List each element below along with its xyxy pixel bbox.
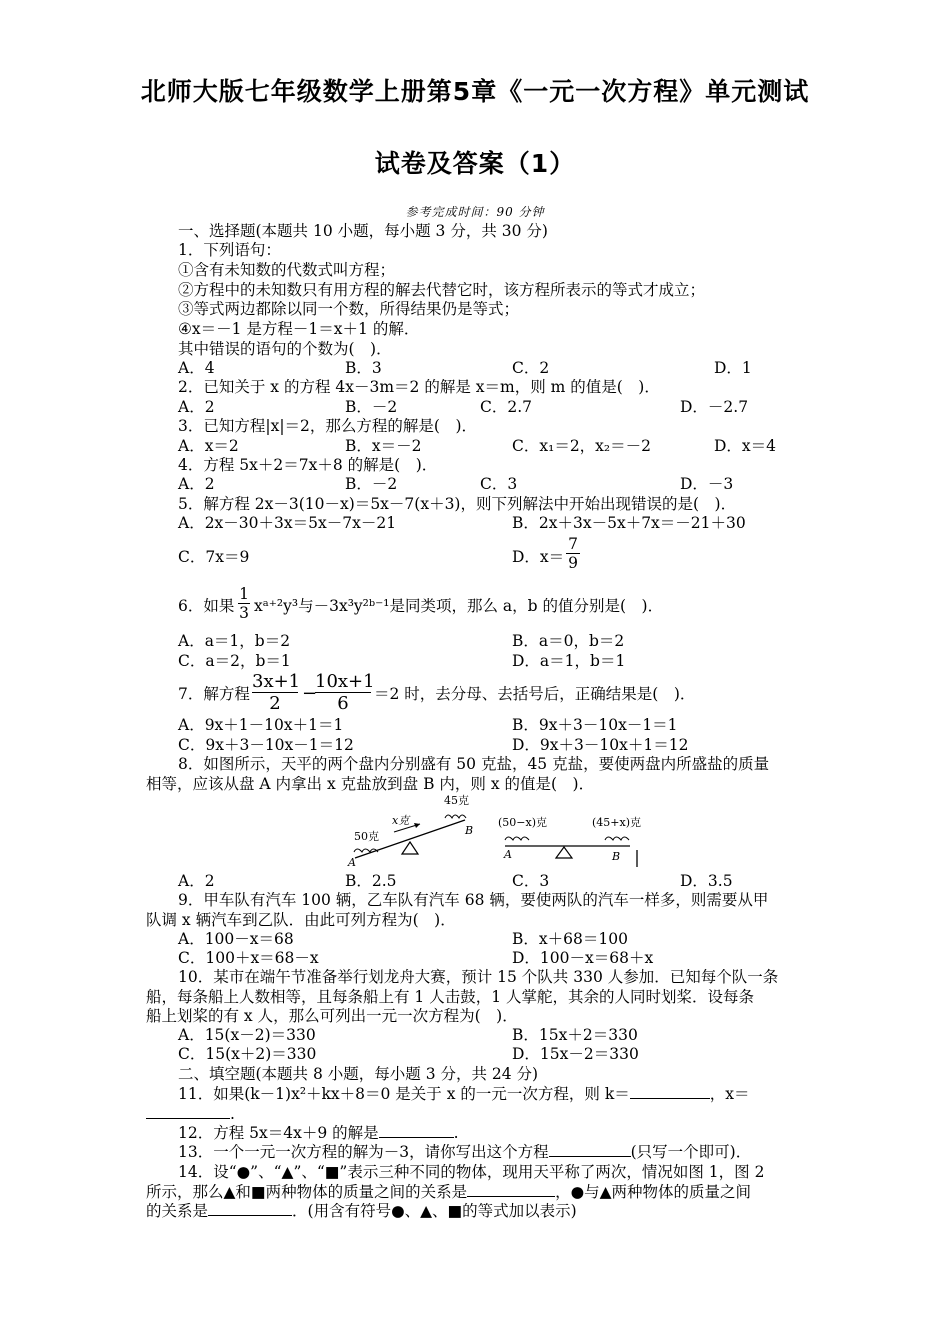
q11-line2-end: . (230, 1105, 235, 1123)
document-title-line2: 试卷及答案（1） (374, 149, 576, 178)
q4-option-b: B．－2 (345, 475, 398, 493)
q9-line2: 队调 x 辆汽车到乙队．由此可列方程为( )． (146, 911, 456, 929)
fig-label-50g: 50克 (354, 830, 379, 843)
q7-f1-numerator: 3x+1 (252, 671, 301, 692)
q4-stem: 4．方程 5x＋2＝7x＋8 的解是( )． (178, 456, 438, 474)
q10-option-a: A．15(x－2)＝330 (178, 1026, 316, 1044)
q8-option-d: D．3.5 (680, 872, 733, 890)
q13-line (178, 1143, 751, 1162)
pan-a2-salt-icon (505, 837, 529, 840)
q1-option-c: C．2 (512, 359, 550, 377)
q9-option-d: D．100－x＝68＋x (512, 949, 654, 967)
q5-d-numerator: 7 (568, 535, 578, 553)
pan-b2-salt-icon (605, 837, 629, 840)
right-fulcrum-icon (556, 847, 572, 858)
q11-text-a: 11．如果(k－1)x²＋kx＋8＝0 是关于 x 的一元一次方程，则 k＝ (178, 1085, 630, 1103)
fig-label-a: A (348, 856, 356, 869)
fig-label-xg: x克 (392, 814, 410, 827)
pan-b-salt-icon (445, 815, 466, 818)
q14-blank-2[interactable] (208, 1215, 292, 1216)
section2-heading: 二、填空题(本题共 8 小题，每小题 3 分，共 24 分) (178, 1065, 539, 1083)
q7-option-a: A．9x＋1－10x＋1＝1 (178, 716, 344, 734)
q14-text-c: 的关系是 (146, 1202, 209, 1220)
q7-prefix: 7．解方程 (178, 685, 250, 703)
q12-text: 12．方程 5x＝4x＋9 的解是 (178, 1124, 379, 1142)
q7-f1-denominator: 2 (252, 692, 298, 714)
q12-end: . (453, 1124, 459, 1142)
q5-option-a: A．2x－30＋3x＝5x－7x－21 (178, 514, 397, 532)
q14-text-b: ，●与▲两种物体的质量之间 (555, 1183, 752, 1201)
q14-line3 (146, 1202, 577, 1221)
q7-minus: − (302, 683, 318, 704)
fig-label-50-minus-x: (50−x)克 (498, 816, 548, 829)
q11-line1 (178, 1085, 749, 1104)
q5-option-b: B．2x＋3x－5x＋7x＝－21＋30 (512, 514, 746, 532)
q14-line1: 14．设“●”、“▲”、“■”表示三种不同的物体，现用天平称了两次，情况如图 1，图 2 (178, 1163, 765, 1181)
q11-blank-k[interactable] (630, 1098, 710, 1099)
fig-label-45-plus-x: (45+x)克 (592, 816, 642, 829)
q14-line2 (146, 1183, 751, 1202)
q6-option-d: D．a＝1，b＝1 (512, 652, 626, 670)
q1-statement-3: ③等式两边都除以同一个数，所得结果仍是等式； (178, 300, 520, 318)
q1-statement-2: ②方程中的未知数只有用方程的解去代替它时，该方程所表示的等式才成立； (178, 281, 706, 299)
left-fulcrum-icon (402, 842, 418, 854)
q14-blank-1[interactable] (467, 1196, 555, 1197)
q13-text: 13．一个一元一次方程的解为－3，请你写出这个方程 (178, 1143, 549, 1161)
q6-numerator: 1 (239, 585, 249, 603)
fig-label-b2: B (612, 850, 621, 863)
q10-option-c: C．15(x＋2)＝330 (178, 1045, 317, 1063)
fig-label-45g: 45克 (444, 794, 469, 807)
q10-option-d: D．15x－2＝330 (512, 1045, 639, 1063)
q2-option-c: C．2.7 (480, 398, 533, 416)
q11-blank-x[interactable] (146, 1118, 230, 1119)
q13-blank[interactable] (549, 1156, 631, 1157)
q2-option-d: D．－2.7 (680, 398, 749, 416)
q11-line2 (146, 1105, 235, 1124)
q2-option-a: A．2 (178, 398, 215, 416)
document-title-line1: 北师大版七年级数学上册第5章《一元一次方程》单元测试 (140, 77, 810, 106)
q8-balance-figure (340, 790, 650, 870)
q6-option-c: C．a＝2，b＝1 (178, 652, 291, 670)
q1-statement-4: ④x＝－1 是方程－1＝x＋1 的解． (178, 320, 420, 338)
q8-line2: 相等，应该从盘 A 内拿出 x 克盐放到盘 B 内，则 x 的值是( )． (146, 775, 595, 793)
q5-d-denominator: 9 (566, 553, 580, 572)
q9-option-c: C．100＋x＝68－x (178, 949, 319, 967)
q5-option-d: D．x＝ (512, 548, 565, 566)
q1-option-a: A．4 (178, 359, 215, 377)
q7-f2-denominator: 6 (315, 692, 371, 714)
q7-fraction-1 (252, 671, 301, 714)
q3-stem: 3．已知方程|x|＝2，那么方程的解是( )． (178, 417, 478, 435)
fig-label-b: B (465, 824, 474, 837)
q1-stem: 1．下列语句： (178, 241, 281, 259)
q6-option-b: B．a＝0，b＝2 (512, 632, 625, 650)
q7-option-b: B．9x＋3－10x－1＝1 (512, 716, 678, 734)
q9-line1: 9．甲车队有汽车 100 辆，乙车队有汽车 68 辆，要使两队的汽车一样多，则需要从甲 (178, 891, 769, 909)
q2-stem: 2．已知关于 x 的方程 4x－3m＝2 的解是 x＝m，则 m 的值是( )． (178, 378, 660, 396)
q7-option-d: D．9x＋3－10x＋1＝12 (512, 736, 689, 754)
q3-option-c: C．x₁＝2，x₂＝－2 (512, 437, 651, 455)
q12-blank[interactable] (379, 1137, 454, 1138)
q6-fraction (238, 585, 250, 622)
q7-stem: ＝2 时，去分母、去括号后，正确结果是( )． (374, 685, 696, 703)
q8-line1: 8．如图所示，天平的两个盘内分别盛有 50 克盐，45 克盐，要使两盘内所盛盐的质量 (178, 755, 770, 773)
q10-line1: 10．某市在端午节准备举行划龙舟大赛，预计 15 个队共 330 人参加．已知每个队一条 (178, 968, 779, 986)
q12-line (178, 1124, 459, 1143)
q8-option-a: A．2 (178, 872, 215, 890)
q13-end: (只写一个即可)． (630, 1143, 752, 1161)
q3-option-b: B．x＝－2 (345, 437, 422, 455)
q5-stem: 5．解方程 2x－3(10－x)＝5x－7(x＋3)，则下列解法中开始出现错误的是( )． (178, 495, 737, 513)
time-note: 参考完成时间：90 分钟 (405, 205, 545, 219)
q4-option-a: A．2 (178, 475, 215, 493)
q10-line2: 船，每条船上人数相等，且每条船上有 1 人击鼓，1 人掌舵，其余的人同时划桨．设每条 (146, 988, 755, 1006)
q1-option-d: D．1 (714, 359, 752, 377)
q10-line3: 船上划桨的有 x 人，那么可列出一元一次方程为( )． (146, 1007, 518, 1025)
q8-option-b: B．2.5 (345, 872, 397, 890)
q9-option-b: B．x＋68＝100 (512, 930, 628, 948)
fig-label-a2: A (504, 848, 512, 861)
q6-denominator: 3 (239, 604, 249, 622)
q10-option-b: B．15x＋2＝330 (512, 1026, 638, 1044)
q3-option-a: A．x＝2 (178, 437, 239, 455)
q3-option-d: D．x＝4 (714, 437, 777, 455)
q14-text-a: 所示，那么▲和■两种物体的质量之间的关系是 (146, 1183, 468, 1201)
q4-option-c: C．3 (480, 475, 518, 493)
q9-option-a: A．100－x＝68 (178, 930, 294, 948)
q11-text-b: ，x＝ (709, 1085, 750, 1103)
q5-d-fraction (566, 535, 580, 572)
q4-option-d: D．－3 (680, 475, 734, 493)
q14-text-d: ．(用含有符号●、▲、■的等式加以表示) (292, 1202, 577, 1220)
q7-fraction-2 (315, 671, 375, 714)
q1-ask: 其中错误的语句的个数为( )． (178, 340, 392, 358)
q5-option-c: C．7x＝9 (178, 548, 250, 566)
q8-option-c: C．3 (512, 872, 550, 890)
q1-option-b: B．3 (345, 359, 382, 377)
q1-statement-1: ①含有未知数的代数式叫方程； (178, 261, 396, 279)
q6-prefix: 6．如果 (178, 597, 235, 615)
q6-stem: xᵃ⁺²y³与－3x³y²ᵇ⁻¹是同类项，那么 a，b 的值分别是( )． (254, 597, 664, 615)
q7-f2-numerator: 10x+1 (315, 671, 375, 692)
q7-option-c: C．9x＋3－10x－1＝12 (178, 736, 354, 754)
q2-option-b: B．－2 (345, 398, 398, 416)
section1-heading: 一、选择题(本题共 10 小题，每小题 3 分，共 30 分) (178, 222, 548, 240)
q6-option-a: A．a＝1，b＝2 (178, 632, 291, 650)
